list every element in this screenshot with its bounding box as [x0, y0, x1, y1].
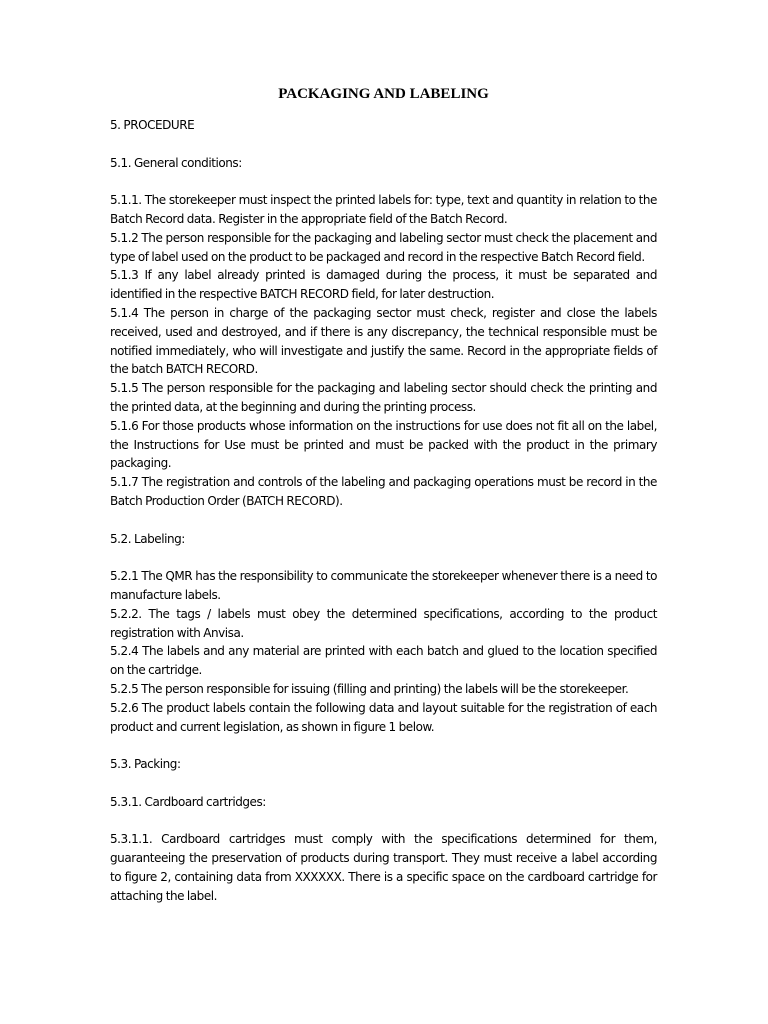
paragraph-5-1-3: 5.1.3 If any label already printed is damaged during the process, it must be separated and identified in the respective BATCH RECORD field, for later destruction.: [110, 268, 657, 302]
spacer: [110, 811, 657, 830]
paragraph-5-1-4: 5.1.4 The person in charge of the packaging sector must check, register and close the labels received, used and destroyed, and if there is any discrepancy, the technical responsible must be notified immediately, who will investigate and justify the same. Record in the appropriate fields of the batch BATCH RECORD.: [110, 305, 657, 377]
paragraph-5-1-5: 5.1.5 The person responsible for the packaging and labeling sector should check the printing and the printed data, at the beginning and during the printing process.: [110, 381, 657, 414]
section-heading-procedure: 5. PROCEDURE: [110, 118, 195, 132]
spacer: [110, 172, 657, 191]
spacer: [110, 135, 657, 154]
spacer: [110, 736, 657, 755]
section-heading-packing: 5.3. Packing:: [110, 757, 181, 772]
paragraph-5-1-1: 5.1.1. The storekeeper must inspect the printed labels for: type, text and quantity in relation to the Batch Record data. Register in the appropriate field of the Batch Record.: [110, 193, 657, 226]
paragraph-5-2-5: 5.2.5 The person responsible for issuing (filling and printing) the labels will be the storekeeper.: [110, 681, 629, 696]
spacer: [110, 548, 657, 567]
paragraph-5-1-6: 5.1.6 For those products whose information on the instructions for use does not fit all on the label, the Instructions for Use must be printed and must be packed with the product in the primary packaging.: [110, 418, 657, 471]
section-heading-general-conditions: 5.1. General conditions:: [110, 155, 242, 170]
paragraph-5-2-6: 5.2.6 The product labels contain the following data and layout suitable for the registration of each product and current legislation, as shown in figure 1 below.: [110, 700, 657, 734]
spacer: [110, 511, 657, 530]
document-body: [110, 116, 657, 905]
paragraph-5-2-4: 5.2.4 The labels and any material are printed with each batch and glued to the location specified on the cartridge.: [110, 644, 657, 678]
subsection-heading-cardboard-cartridges: 5.3.1. Cardboard cartridges:: [110, 794, 266, 809]
spacer: [110, 774, 657, 793]
paragraph-5-2-2: 5.2.2. The tags / labels must obey the determined specifications, according to the product registration with Anvisa.: [110, 606, 657, 640]
paragraph-5-2-1: 5.2.1 The QMR has the responsibility to communicate the storekeeper whenever there is a need to manufacture labels.: [110, 569, 657, 602]
paragraph-5-1-7: 5.1.7 The registration and controls of the labeling and packaging operations must be record in the Batch Production Order (BATCH RECORD).: [110, 475, 657, 508]
document-title: PACKAGING AND LABELING: [278, 86, 489, 102]
section-heading-labeling: 5.2. Labeling:: [110, 531, 185, 546]
paragraph-5-1-2: 5.1.2 The person responsible for the packaging and labeling sector must check the placement and type of label used on the product to be packaged and record in the respective Batch Record field.: [110, 230, 657, 264]
paragraph-5-3-1-1: 5.3.1.1. Cardboard cartridges must comply with the specifications determined for them, guaranteeing the preservation of products during transport. They must receive a label according to figure 2, containing data from XXXXXX. There is a specific space on the cardboard cartridge for attaching the label.: [110, 832, 657, 903]
